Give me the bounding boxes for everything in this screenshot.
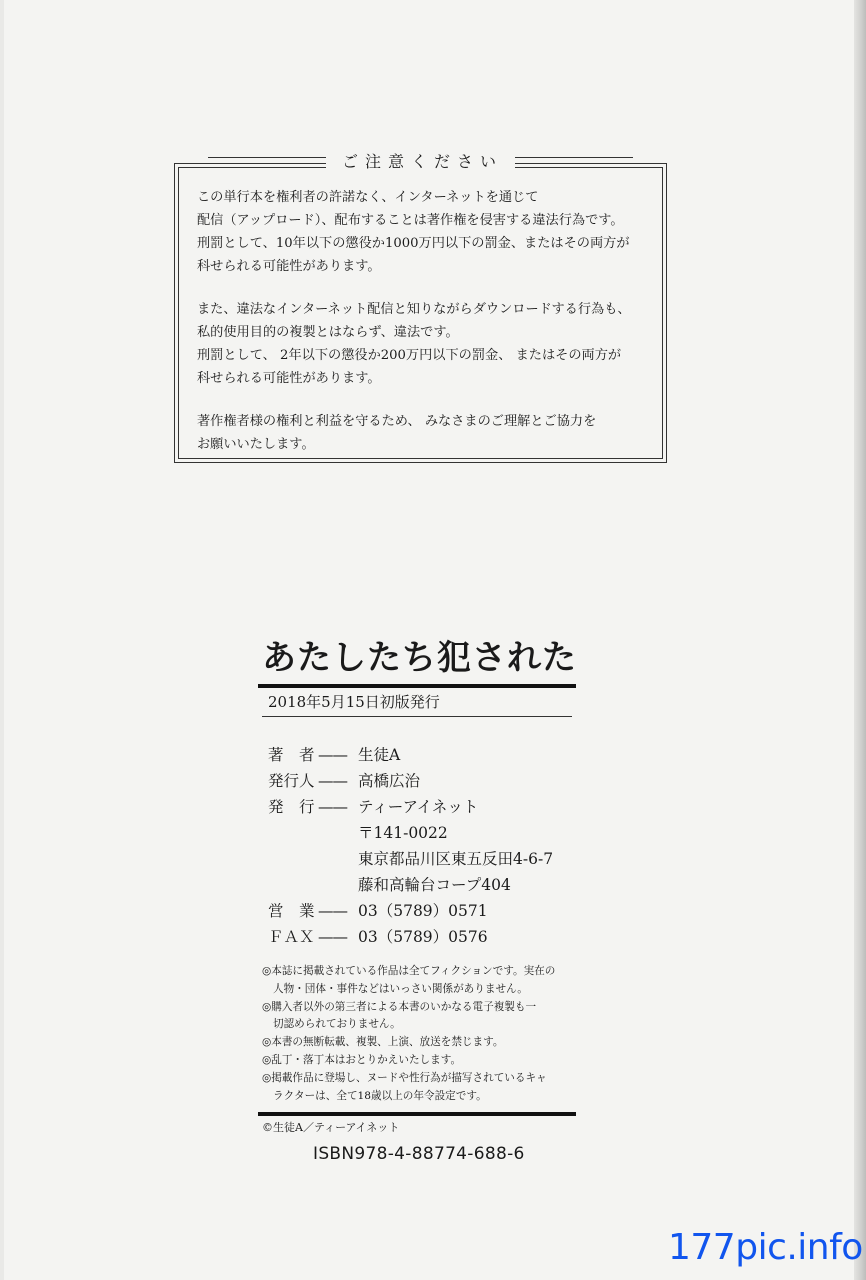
notice-paragraph-3 bbox=[197, 410, 657, 456]
credit-label: ＦＡＸ bbox=[268, 928, 315, 946]
notice-line: 配信（アップロード）、配布することは著作権を侵害する違法行為です。 bbox=[197, 213, 624, 228]
notice-line: 刑罰として、10年以下の懲役か1000万円以下の罰金、またはその両方が bbox=[197, 236, 630, 251]
credit-dash: —— bbox=[318, 798, 347, 816]
legal-note-line: ◎購入者以外の第三者による本書のいかなる電子複製も一 bbox=[262, 1000, 537, 1013]
title-rule bbox=[258, 684, 576, 688]
book-title: あたしたち犯された bbox=[262, 638, 577, 678]
notice-line: この単行本を権利者の許諾なく、インターネットを通じて bbox=[197, 190, 539, 205]
credit-value: 高橋広治 bbox=[358, 772, 421, 790]
notice-line: お願いいたします。 bbox=[197, 437, 315, 452]
credit-sales bbox=[268, 898, 553, 924]
credits-block bbox=[268, 742, 553, 950]
isbn: ISBN978-4-88774-688-6 bbox=[313, 1144, 525, 1164]
date-rule bbox=[262, 716, 572, 717]
notice-paragraph-1 bbox=[197, 186, 657, 278]
legal-note-line: ラクターは、全て18歳以上の年令設定です。 bbox=[273, 1089, 487, 1102]
credit-value: 03（5789）0571 bbox=[358, 902, 488, 920]
credit-label: 発 行 bbox=[268, 798, 315, 816]
legal-note-line: ◎本書の無断転載、複製、上演、放送を禁じます。 bbox=[262, 1036, 504, 1049]
copyright: ©生徒A／ティーアイネット bbox=[262, 1121, 400, 1134]
legal-notes bbox=[262, 963, 582, 1105]
watermark: 177pic.info bbox=[668, 1227, 863, 1268]
notice-title-left-rule bbox=[208, 157, 326, 164]
notice-title-wrap bbox=[175, 150, 666, 170]
legal-note-line: ◎乱丁・落丁本はおとりかえいたします。 bbox=[262, 1053, 462, 1066]
credit-value: ティーアイネット bbox=[358, 798, 479, 816]
notice-title: ご注意ください bbox=[326, 149, 515, 172]
notice-line: 著作権者様の権利と利益を守るため、 みなさまのご理解とご協力を bbox=[197, 414, 597, 429]
credit-publisher bbox=[268, 794, 553, 820]
page-edge-right bbox=[854, 0, 866, 1280]
notice-line: 科せられる可能性があります。 bbox=[197, 259, 381, 274]
page-edge-left bbox=[0, 0, 4, 1280]
notice-line: また、違法なインターネット配信と知りながらダウンロードする行為も、 bbox=[197, 302, 631, 317]
legal-note-line: 人物・団体・事件などはいっさい関係がありません。 bbox=[273, 982, 528, 995]
publication-date: 2018年5月15日初版発行 bbox=[268, 693, 440, 711]
credit-dash: —— bbox=[318, 772, 347, 790]
notice-title-right-rule bbox=[515, 157, 633, 164]
notice-line: 刑罰として、 2年以下の懲役か200万円以下の罰金、 またはその両方が bbox=[197, 348, 622, 363]
address-line-2: 藤和高輪台コープ404 bbox=[358, 876, 511, 894]
notice-box bbox=[174, 151, 667, 463]
credit-dash: —— bbox=[318, 928, 347, 946]
notice-paragraph-2 bbox=[197, 298, 657, 390]
credit-dash: —— bbox=[318, 746, 347, 764]
bottom-rule bbox=[258, 1112, 576, 1116]
postal-code: 〒141-0022 bbox=[358, 824, 448, 842]
legal-note-line: 切認められておりません。 bbox=[273, 1018, 401, 1031]
legal-note-line: ◎掲載作品に登場し、ヌードや性行為が描写されているキャ bbox=[262, 1071, 547, 1084]
notice-line: 科せられる可能性があります。 bbox=[197, 371, 381, 386]
address-line-1: 東京都品川区東五反田4-6-7 bbox=[358, 850, 554, 868]
credit-author bbox=[268, 742, 553, 768]
notice-body bbox=[197, 186, 657, 476]
credit-fax bbox=[268, 924, 553, 950]
credit-dash: —— bbox=[318, 902, 347, 920]
credit-label: 営 業 bbox=[268, 902, 315, 920]
credit-value: 生徒A bbox=[358, 746, 401, 764]
credit-label: 著 者 bbox=[268, 746, 315, 764]
credit-value: 03（5789）0576 bbox=[358, 928, 488, 946]
legal-note-line: ◎本誌に掲載されている作品は全てフィクションです。実在の bbox=[262, 965, 556, 977]
credit-publisher-person bbox=[268, 768, 553, 794]
notice-line: 私的使用目的の複製とはならず、違法です。 bbox=[197, 325, 459, 340]
credit-label: 発行人 bbox=[268, 772, 315, 790]
